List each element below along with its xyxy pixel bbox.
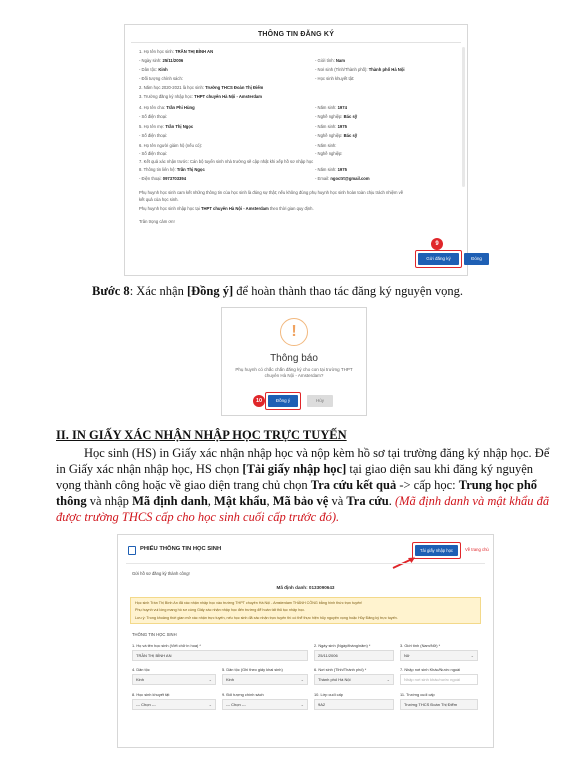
step-badge: 9 [431,238,443,250]
warning-icon: ! [280,318,308,346]
field-contact-email: - Email: ngoctrt@gmail.com [315,176,370,181]
field-label: 4. Dân tộc [132,667,150,672]
home-link[interactable]: Về trang chủ [465,547,489,552]
success-message: Gửi hồ sơ đăng ký thành công! [132,571,190,576]
body-line-5: được trường THCS cấp cho học sinh cuối cấp trước đó). [56,510,340,524]
class-field[interactable]: 9A2 [314,699,394,710]
field-label: 9. Đối tượng chính sách [222,692,264,697]
body-line-3: vọng thành công hoặc về giao diện trang chủ chọn Tra cứu kết quả -> cấp học: Trung học phổ [56,478,538,492]
other-birthplace-input[interactable]: Nhập nơi sinh khác/nước ngoài [400,674,478,685]
field-label: 10. Lớp cuối cấp [314,692,343,697]
name-field[interactable]: TRẦN THỊ BÌNH AN [132,650,308,661]
close-button[interactable]: Đóng [464,253,489,265]
field-mother: 5. Họ tên mẹ: Trần Thị Ngọc [139,124,194,129]
section-heading: II. IN GIẤY XÁC NHẬN NHẬP HỌC TRỰC TUYẾN [56,428,347,442]
download-admission-button[interactable]: Tải giấy nhập học [415,545,458,556]
ethnicity-birth-select[interactable]: Kinh ⌄ [222,674,308,685]
chevron-down-icon: ⌄ [300,677,304,682]
section-label: THÔNG TIN HỌC SINH [132,632,177,637]
field-target-school: 3. Trường đăng ký nhập học: THPT chuyên Hà Nội - Amsterdam [139,94,262,99]
field-dob: - Ngày sinh: 25/11/2006 [139,58,184,63]
field-label: 7. Nhập nơi sinh Khác/Nước ngoài [400,667,461,672]
sheet-title: PHIẾU THÔNG TIN HỌC SINH [140,546,222,552]
cancel-button[interactable]: Hủy [307,395,333,407]
chevron-down-icon: ⌄ [300,702,304,707]
student-code: Mã định danh: 0133090643 [276,585,335,590]
commitment-line-1: Phụ huynh học sinh cam kết những thông tin của học sinh là đúng sự thật; nếu không đúng phụ huynh học sinh hoàn toàn chịu trách nhiệm về [139,190,404,195]
chevron-down-icon: ⌄ [386,677,390,682]
field-label: 8. Học sinh khuyết tật [132,692,170,697]
field-mother-job: - Nghề nghiệp: Bác sỹ [315,133,358,138]
field-contact-phone: - Điện thoại: 0973703394 [139,176,187,181]
field-father-phone: - Số điện thoại: [139,114,168,119]
step-badge: 10 [253,395,265,407]
field-guardian-phone: - Số điện thoại: [139,151,168,156]
field-label: 6. Nơi sinh (Tỉnh/Thành phố) * [314,667,367,672]
commitment-line-2: kết quả của học sinh. [139,197,179,202]
chevron-down-icon: ⌄ [470,653,474,658]
field-birthplace: - Nơi sinh (Tỉnh/Thành phố): Thành phố Hà Nội [315,67,405,72]
field-gender: - Giới tính: Nam [315,58,345,63]
commitment-line-3: Phụ huynh học sinh nhập học tại THPT chuyên Hà Nội - Amsterdam theo thời gian quy định. [139,206,314,211]
field-contact-yob: - Năm sinh: 1975 [315,167,347,172]
commitment-line-4: Trân trọng cảm ơn! [139,219,175,224]
ethnicity-select[interactable]: Kinh ⌄ [132,674,216,685]
document-icon [128,546,136,555]
field-mother-yob: - Năm sinh: 1975 [315,124,347,129]
field-label: 3. Giới tính (Nam/Nữ) * [400,643,441,648]
field-father-job: - Nghề nghiệp: Bác sỹ [315,114,358,119]
field-contact: 8. Thông tin liên hệ: Trần Thị Ngọc [139,167,205,172]
body-line-4: thông và nhập Mã định danh, Mật khẩu, Mã bảo vệ và Tra cứu. (Mã định danh và mật khẩu đã [56,494,550,508]
divider [126,563,485,564]
body-line-1: Học sinh (HS) in Giấy xác nhận nhập học và nộp kèm hồ sơ tại trường đăng ký nhập học. Để [84,446,550,460]
agree-button[interactable]: Đồng ý [268,395,298,407]
field-mother-phone: - Số điện thoại: [139,133,168,138]
caption-step-8: Bước 8: Xác nhận [Đồng ý] để hoàn thành thao tác đăng ký nguyện vọng. [92,284,463,298]
field-disability: - Học sinh khuyết tật: [315,76,355,81]
scrollbar[interactable] [462,47,465,187]
field-label: 11. Trường cuối cấp [400,692,435,697]
field-guardian-job: - Nghề nghiệp: [315,151,343,156]
submit-registration-button[interactable]: Gửi đăng ký [418,253,459,265]
disability-select[interactable]: --- Chọn --- ⌄ [132,699,216,710]
field-label: 5. Dân tộc (Ghi theo giấy khai sinh) [222,667,283,672]
chevron-down-icon: ⌄ [208,702,212,707]
notice-dialog-screenshot [221,307,367,416]
gender-select[interactable]: Nữ ⌄ [400,650,478,661]
student-sheet-screenshot [117,534,494,748]
school-field[interactable]: Trường THCS Đoàn Thị Điểm [400,699,478,710]
field-ethnicity: - Dân tộc: Kinh [139,67,168,72]
field-label: 1. Họ và tên học sinh (Viết chữ in hoa) * [132,643,201,648]
field-father: 4. Họ tên cha: Trần Phi Hùng [139,105,195,110]
body-line-2: in Giấy xác nhận nhập học, HS chọn [Tải giấy nhập học] tại giao diện sau khi đăng ký nguyện [56,462,534,476]
dialog-message: Phụ huynh có chắc chắn đăng ký cho con tại trường THPT chuyên Hà Nội - Amsterdam? [235,367,353,378]
registration-info-screenshot [124,24,482,276]
field-guardian: 6. Họ tên người giám hộ (nếu có): [139,143,203,148]
chevron-down-icon: ⌄ [208,677,212,682]
field-father-yob: - Năm sinh: 1974 [315,105,347,110]
field-student-name: 1. Họ tên học sinh: TRẦN THỊ BÌNH AN [139,49,214,54]
birthplace-select[interactable]: Thành phố Hà Nội ⌄ [314,674,394,685]
notice-box: Học sinh Trần Thị Bình An đã xác nhận nhập học vào trường THPT chuyên Hà Nội - Amsterdam THÀNH CÔNG bằng hình thức trực tuyến! Phụ huynh vui lòng mang hồ sơ cùng Giấy xác nhận nhập học đến trường để hoàn tất thủ tục nhập học. Lưu ý: Trong khoảng thời gian mở xác nhận trực tuyến, nếu học sinh đã xác nhận trực tuyến thì có thể thực hiện hủy nguyện vọng hoặc Hủy Đăng ký trực tuyến. [130,597,481,624]
policy-select[interactable]: --- Chọn --- ⌄ [222,699,308,710]
registration-title: THÔNG TIN ĐĂNG KÝ [257,31,335,38]
field-policy: - Đối tượng chính sách: [139,76,183,81]
field-result: 7. Kết quả xác nhận trước: Cán bộ tuyển sinh nhà trường sẽ cập nhật khi xếp hồ sơ nhập học [139,159,314,164]
field-current-school: 2. Năm học 2020-2021 là học sinh: Trường THCS Đoàn Thị Điểm [139,85,264,90]
dialog-title: Thông báo [270,353,318,364]
field-guardian-yob: - Năm sinh: [315,143,337,148]
dob-field[interactable]: 25/11/2006 [314,650,394,661]
divider [131,42,461,43]
field-label: 2. Ngày sinh (Ngày/tháng/năm) * [314,643,371,648]
